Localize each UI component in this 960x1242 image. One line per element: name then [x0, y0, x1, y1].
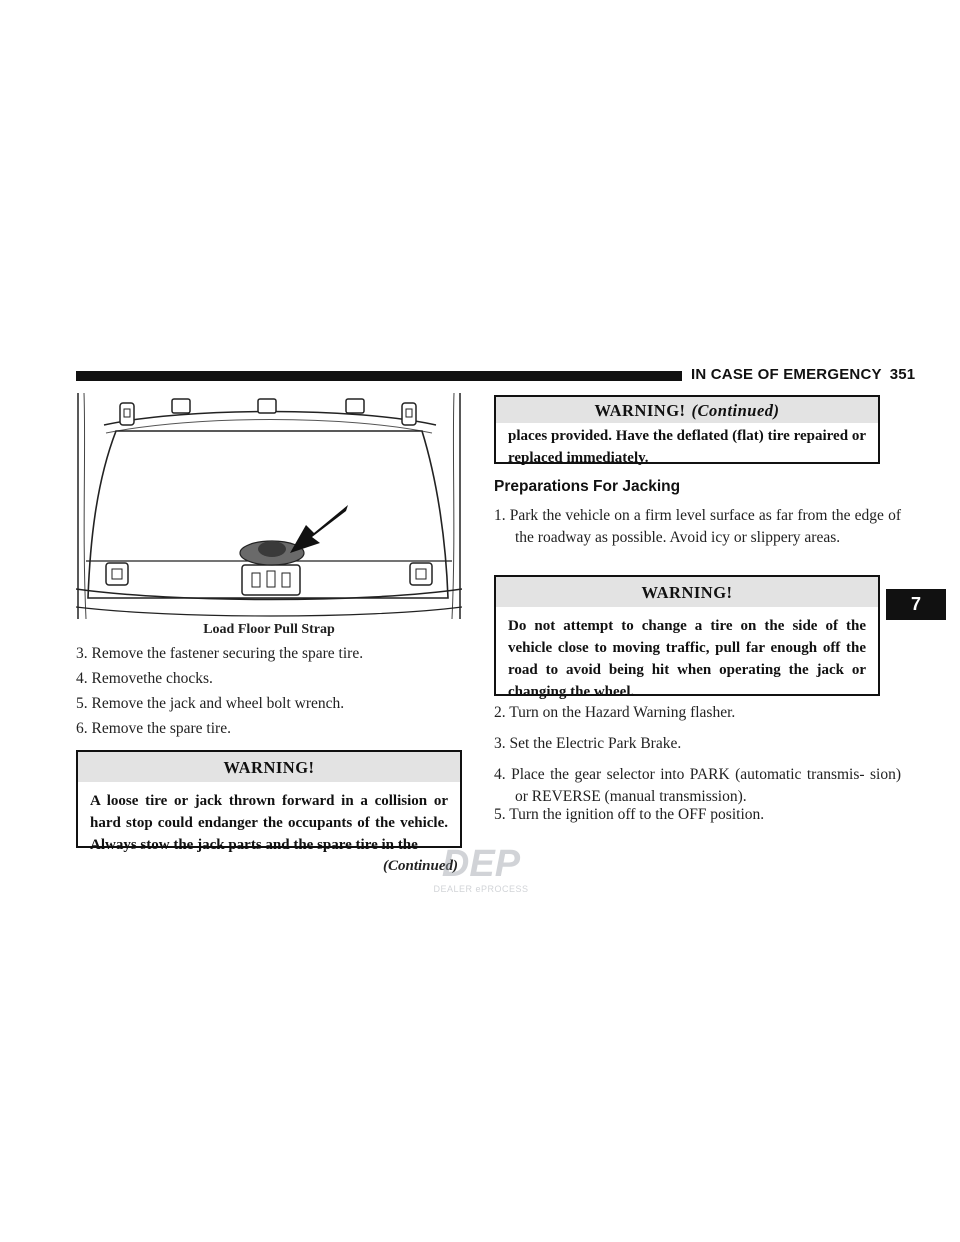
figure-caption: Load Floor Pull Strap — [203, 622, 335, 637]
page-number: 351 — [889, 366, 916, 383]
left-step-5: 5. Remove the jack and wheel bolt wrench. — [76, 695, 345, 712]
right-step-1: 1. Park the vehicle on a firm level surface as far from the edge of the roadway as possible. Avoid icy or slippery areas. — [494, 507, 901, 546]
left-step-4: 4. Removethe chocks. — [76, 670, 213, 687]
warning-box-traffic — [494, 575, 880, 700]
warning-continued-body: places provided. Have the deflated (flat) tire repaired or replaced immediately. — [508, 428, 866, 466]
warning-body: A loose tire or jack thrown forward in a collision or hard stop could endanger the occupants of the vehicle. Always stow the jack parts and the spare tire in the — [90, 793, 448, 853]
section-title-header: IN CASE OF EMERGENCY — [691, 366, 882, 383]
continued-label: (Continued) — [383, 858, 459, 874]
warning-title: WARNING! — [78, 752, 460, 782]
warning-continued-subtitle: (Continued) — [691, 401, 780, 420]
warning-box-continued — [494, 395, 880, 464]
running-header — [691, 366, 915, 383]
warning-continued-title: WARNING! — [594, 401, 686, 420]
chapter-tab: 7 — [886, 589, 946, 620]
warning-box-loose-tire — [76, 750, 462, 853]
left-step-3: 3. Remove the fastener securing the spare tire. — [76, 645, 364, 662]
watermark-logo: DEP — [441, 843, 521, 885]
left-step-6: 6. Remove the spare tire. — [76, 720, 231, 737]
right-step-2: 2. Turn on the Hazard Warning flasher. — [494, 704, 736, 721]
warning-continued-heading — [496, 397, 878, 423]
right-step-5: 5. Turn the ignition off to the OFF position. — [494, 806, 765, 823]
section-heading-preparations: Preparations For Jacking — [494, 478, 681, 495]
right-step-3: 3. Set the Electric Park Brake. — [494, 735, 682, 752]
right-step-4: 4. Place the gear selector into PARK (automatic transmis- sion) or REVERSE (manual transmission). — [494, 766, 901, 805]
watermark-tagline: DEALER ePROCESS — [433, 884, 529, 894]
dealer-eprocess-watermark — [418, 840, 544, 896]
load-floor-figure — [76, 393, 462, 619]
warning-2-title: WARNING! — [496, 577, 878, 607]
warning-2-body: Do not attempt to change a tire on the side of the vehicle close to moving traffic, pull far enough off the road to avoid being hit when operating the jack or changing the wheel. — [508, 618, 866, 700]
header-rule — [76, 371, 682, 381]
